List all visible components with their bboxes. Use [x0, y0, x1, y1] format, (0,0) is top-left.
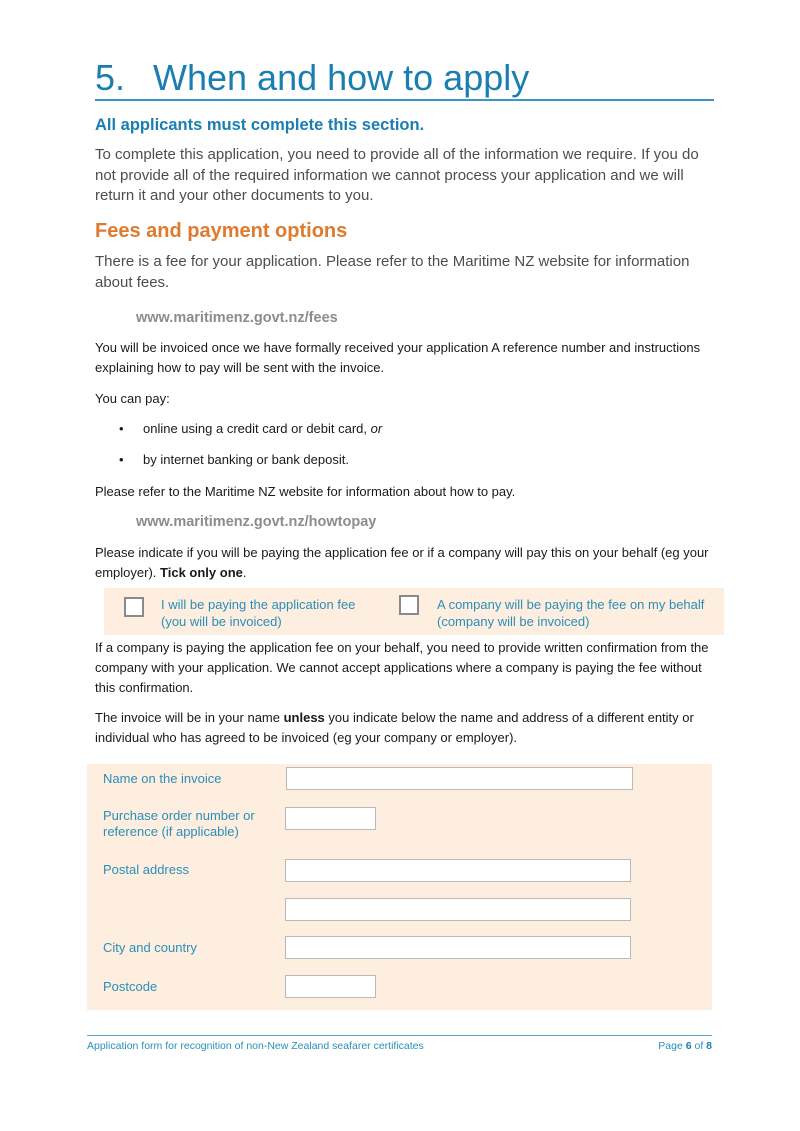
howtopay-url-link[interactable]: www.maritimenz.govt.nz/howtopay: [136, 514, 377, 530]
company-pay-label[interactable]: A company will be paying the fee on my behalf (company will be invoiced): [437, 597, 705, 629]
postal-address-line2-input[interactable]: [285, 898, 631, 921]
footer-document-title: Application form for recognition of non-New Zealand seafarer certificates: [87, 1040, 424, 1052]
self-pay-checkbox[interactable]: [124, 597, 144, 617]
postal-address-line1-input[interactable]: [285, 859, 631, 882]
payment-method-item: by internet banking or bank deposit.: [143, 452, 349, 467]
confirmation-text: If a company is paying the application fee on your behalf, you need to provide written confirmation from the company with your application. We cannot accept applications where a company is paying the fee without this confirmation.: [95, 640, 709, 695]
purchase-order-input[interactable]: [285, 807, 376, 830]
indicate-text: Please indicate if you will be paying the application fee or if a company will pay this on your behalf (eg your employer). Tick only one.: [95, 545, 709, 580]
tick-only-one-emphasis: Tick only one: [160, 565, 243, 580]
company-pay-checkbox[interactable]: [399, 595, 419, 615]
self-pay-label[interactable]: I will be paying the application fee (you will be invoiced): [161, 597, 356, 629]
page-number: Page 6 of 8: [658, 1040, 712, 1052]
intro-heading: All applicants must complete this section.: [95, 116, 425, 134]
invoice-name-text: The invoice will be in your name unless you indicate below the name and address of a different entity or individual who has agreed to be invoiced (eg your company or employer).: [95, 710, 694, 745]
fees-heading: Fees and payment options: [95, 220, 348, 242]
purchase-order-label: Purchase order number or reference (if applicable): [103, 808, 255, 839]
postcode-input[interactable]: [285, 975, 376, 998]
section-title-text: When and how to apply: [153, 57, 530, 98]
city-country-label: City and country: [103, 940, 197, 955]
postal-address-label: Postal address: [103, 862, 189, 877]
fees-text: There is a fee for your application. Please refer to the Maritime NZ website for information about fees.: [95, 253, 690, 291]
invoice-name-label: Name on the invoice: [103, 771, 222, 786]
footer-divider: [87, 1035, 712, 1036]
section-title: [95, 56, 714, 100]
section-number: 5.: [95, 57, 126, 98]
fees-url-link[interactable]: www.maritimenz.govt.nz/fees: [136, 310, 338, 326]
bullet-icon: •: [119, 421, 124, 436]
payment-method-item: online using a credit card or debit card, or: [143, 421, 383, 436]
postcode-label: Postcode: [103, 979, 158, 994]
bullet-icon: •: [119, 452, 124, 467]
you-can-pay-label: You can pay:: [95, 391, 170, 406]
intro-text: To complete this application, you need to provide all of the information we require. If you do not provide all of the required information we cannot process your application and we will return it and your other documents to you.: [95, 146, 699, 204]
invoice-name-input[interactable]: [286, 767, 633, 790]
city-country-input[interactable]: [285, 936, 631, 959]
invoice-text: You will be invoiced once we have formally received your application A reference number and instructions explaining how to pay will be sent with the invoice.: [95, 340, 701, 375]
invoice-details-form: [87, 764, 712, 1010]
unless-emphasis: unless: [283, 710, 325, 725]
howtopay-text: Please refer to the Maritime NZ website for information about how to pay.: [95, 484, 516, 499]
title-underline: [95, 99, 714, 101]
